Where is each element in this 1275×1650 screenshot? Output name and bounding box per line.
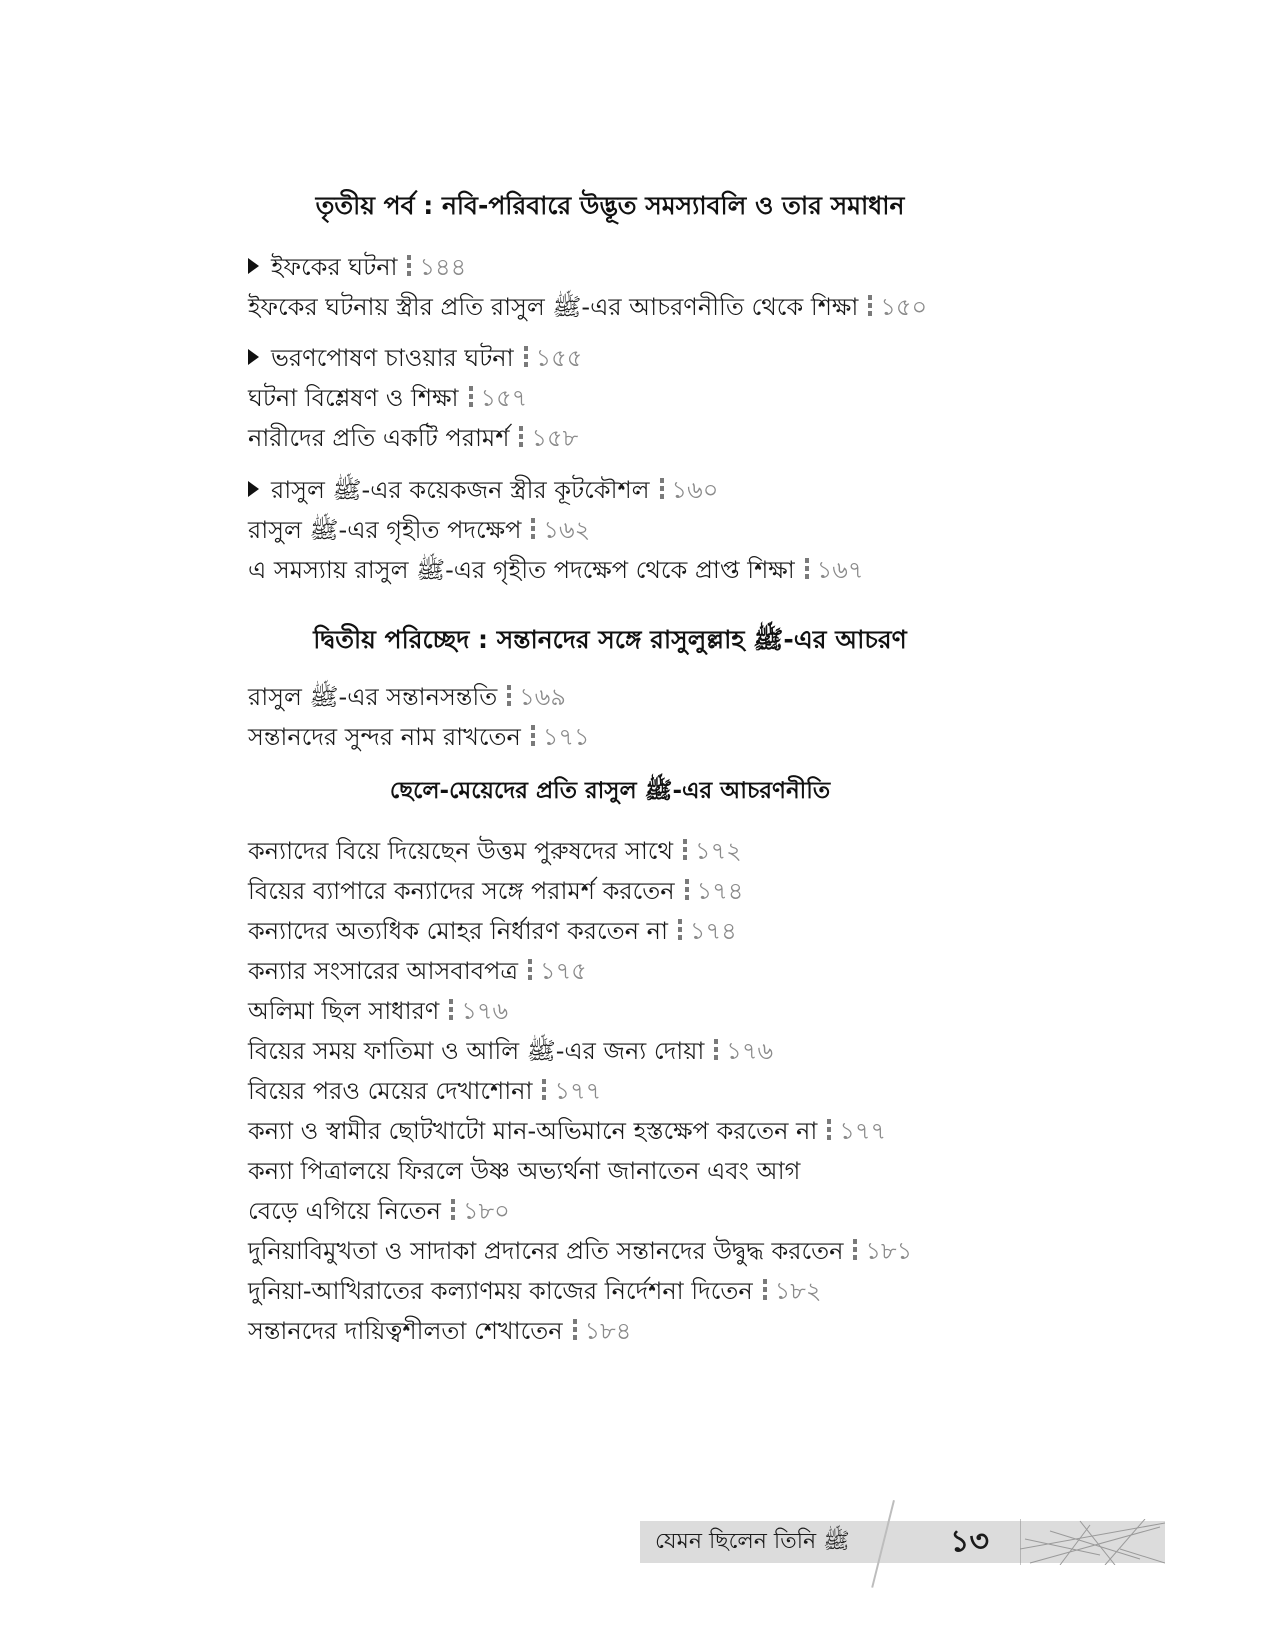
toc-entry-page: ১৪৪	[419, 253, 467, 281]
toc-entry	[248, 916, 737, 946]
triangle-bullet-icon	[248, 481, 259, 497]
toc-entry	[248, 1276, 822, 1306]
toc-entry	[248, 423, 578, 453]
section-heading-conduct-with-children: ছেলে-মেয়েদের প্রতি রাসুল ﷺ-এর আচরণনীতি	[389, 778, 831, 804]
dotted-separator-icon	[519, 426, 523, 450]
toc-entry-text: কন্যা ও স্বামীর ছোটখাটো মান-অভিমানে হস্তক্ষেপ করতেন না	[248, 1117, 818, 1145]
dotted-separator-icon	[868, 295, 872, 319]
toc-entry-text: ভরণপোষণ চাওয়ার ঘটনা	[271, 344, 514, 372]
dotted-separator-icon	[531, 518, 535, 542]
dotted-separator-icon	[573, 1319, 577, 1343]
toc-entry-page: ১৭২	[695, 837, 742, 865]
toc-entry-page: ১৭৪	[696, 877, 744, 905]
dotted-separator-icon	[685, 879, 689, 903]
toc-entry	[248, 682, 566, 712]
toc-entry	[248, 1236, 912, 1266]
toc-entry-text: এ সমস্যায় রাসুল ﷺ-এর গৃহীত পদক্ষেপ থেকে প্রাপ্ত শিক্ষা	[248, 556, 795, 584]
dotted-separator-icon	[805, 558, 809, 582]
toc-entry-text: বেড়ে এগিয়ে নিতেন	[248, 1197, 441, 1225]
toc-entry	[248, 1316, 631, 1346]
toc-entry-page: ১৭৭	[839, 1117, 887, 1145]
dotted-separator-icon	[763, 1279, 767, 1303]
section-heading-chapter-two: দ্বিতীয় পরিচ্ছেদ : সন্তানদের সঙ্গে রাসুলুল্লাহ ﷺ-এর আচরণ	[313, 625, 907, 654]
toc-entry-page: ১৬২	[543, 516, 591, 544]
toc-entry-page: ১৫৫	[535, 344, 583, 372]
dotted-separator-icon	[449, 999, 453, 1023]
toc-entry-text: ইফকের ঘটনায় স্ত্রীর প্রতি রাসুল ﷺ-এর আচরণনীতি থেকে শিক্ষা	[248, 293, 859, 321]
toc-entry-text: ঘটনা বিশ্লেষণ ও শিক্ষা	[248, 384, 459, 412]
page-number: ১৩	[950, 1524, 989, 1559]
toc-entry-page: ১৭৪	[689, 917, 737, 945]
dotted-separator-icon	[469, 386, 473, 410]
dotted-separator-icon	[407, 255, 411, 279]
toc-entry-text: দুনিয়াবিমুখতা ও সাদাকা প্রদানের প্রতি সন্তানদের উদ্বুদ্ধ করতেন	[248, 1237, 844, 1265]
toc-entry-page: ১৮৪	[584, 1317, 632, 1345]
toc-entry-text: বিয়ের ব্যাপারে কন্যাদের সঙ্গে পরামর্শ করতেন	[248, 877, 675, 905]
toc-entry	[248, 475, 718, 505]
dotted-separator-icon	[660, 478, 664, 502]
dotted-separator-icon	[507, 685, 511, 709]
toc-entry-text: রাসুল ﷺ-এর গৃহীত পদক্ষেপ	[248, 516, 522, 544]
toc-entry-text: রাসুল ﷺ-এর সন্তানসন্ততি	[248, 683, 498, 711]
toc-entry-page: ১৭৭	[554, 1077, 602, 1105]
toc-entry	[248, 1116, 886, 1146]
triangle-bullet-icon	[248, 258, 259, 274]
toc-entry-page: ১৬০	[671, 476, 719, 504]
dotted-separator-icon	[827, 1119, 831, 1143]
toc-entry	[248, 343, 582, 373]
dotted-separator-icon	[531, 725, 535, 749]
footer-decoration-icon	[1020, 1519, 1165, 1565]
toc-entry	[248, 996, 508, 1026]
toc-entry	[248, 1196, 510, 1226]
toc-entry-text: অলিমা ছিল সাধারণ	[248, 997, 440, 1025]
toc-entry-text: রাসুল ﷺ-এর কয়েকজন স্ত্রীর কূটকৌশল	[271, 476, 650, 504]
toc-entry-page: ১৫৮	[531, 424, 579, 452]
toc-entry-page: ১৭৫	[540, 957, 587, 985]
toc-entry	[248, 252, 466, 282]
toc-entry-page: ১৫০	[880, 293, 928, 321]
toc-entry	[248, 1156, 800, 1186]
toc-entry	[248, 292, 927, 322]
dotted-separator-icon	[542, 1079, 546, 1103]
dotted-separator-icon	[683, 839, 687, 863]
toc-entry-page: ১৭১	[542, 723, 590, 751]
toc-entry	[248, 515, 590, 545]
dotted-separator-icon	[451, 1199, 455, 1223]
toc-entry-text: কন্যার সংসারের আসবাবপত্র	[248, 957, 518, 985]
dotted-separator-icon	[528, 959, 532, 983]
section-heading-part-three: তৃতীয় পর্ব : নবি-পরিবারে উদ্ভূত সমস্যাবলি ও তার সমাধান	[315, 191, 905, 220]
toc-entry-text: বিয়ের সময় ফাতিমা ও আলি ﷺ-এর জন্য দোয়া	[248, 1037, 705, 1065]
toc-entry	[248, 555, 863, 585]
toc-entry-text: ইফকের ঘটনা	[271, 253, 398, 281]
toc-entry-text: কন্যাদের বিয়ে দিয়েছেন উত্তম পুরুষদের সাথে	[248, 837, 673, 865]
toc-entry-text: কন্যাদের অত্যধিক মোহর নির্ধারণ করতেন না	[248, 917, 668, 945]
toc-entry	[248, 383, 527, 413]
toc-entry-text: বিয়ের পরও মেয়ের দেখাশোনা	[248, 1077, 533, 1105]
dotted-separator-icon	[853, 1239, 857, 1263]
toc-entry	[248, 836, 742, 866]
toc-entry-text: সন্তানদের দায়িত্বশীলতা শেখাতেন	[248, 1317, 563, 1345]
dotted-separator-icon	[714, 1039, 718, 1063]
toc-entry	[248, 876, 743, 906]
toc-entry-page: ১৮০	[462, 1197, 510, 1225]
toc-entry-text: সন্তানদের সুন্দর নাম রাখতেন	[248, 723, 521, 751]
toc-entry	[248, 722, 590, 752]
dotted-separator-icon	[524, 346, 528, 370]
triangle-bullet-icon	[248, 349, 259, 365]
toc-entry-page: ১৬৭	[816, 556, 864, 584]
toc-entry-page: ১৭৬	[461, 997, 509, 1025]
toc-entry-text: দুনিয়া-আখিরাতের কল্যাণময় কাজের নির্দেশনা দিতেন	[248, 1277, 753, 1305]
toc-entry-text: নারীদের প্রতি একটি পরামর্শ	[248, 424, 510, 452]
toc-entry	[248, 956, 587, 986]
toc-entry-page: ১৫৭	[480, 384, 528, 412]
toc-entry-page: ১৮২	[774, 1277, 822, 1305]
toc-entry-page: ১৭৬	[726, 1037, 774, 1065]
footer-book-title: যেমন ছিলেন তিনি ﷺ	[655, 1529, 850, 1554]
toc-entry	[248, 1036, 773, 1066]
dotted-separator-icon	[678, 919, 682, 943]
toc-entry-page: ১৮১	[865, 1237, 913, 1265]
toc-entry-page: ১৬৯	[519, 683, 566, 711]
toc-entry	[248, 1076, 601, 1106]
toc-entry-text: কন্যা পিত্রালয়ে ফিরলে উষ্ণ অভ্যর্থনা জানাতেন এবং আগ	[248, 1157, 801, 1185]
